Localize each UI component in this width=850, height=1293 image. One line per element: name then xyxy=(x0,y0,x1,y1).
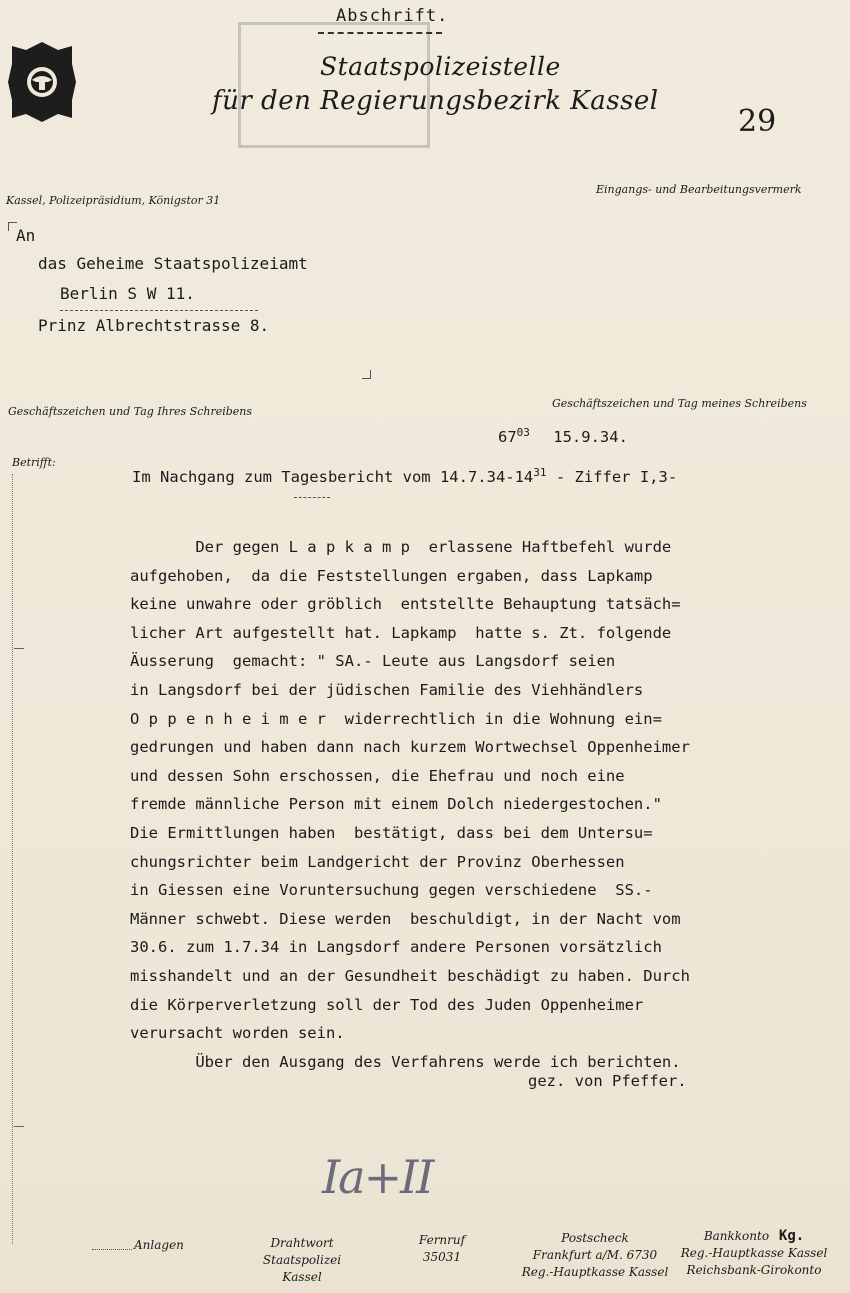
recipient-line-2: Berlin S W 11. xyxy=(60,284,195,303)
my-reference-value xyxy=(498,426,628,446)
body-line: Über den Ausgang des Verfahrens werde ich berichten. xyxy=(130,1052,681,1071)
footer-phone-label: Fernruf xyxy=(418,1233,466,1247)
margin-dotted-line xyxy=(12,474,13,1244)
footer-postal-cheque-value-2: Reg.-Hauptkasse Kassel xyxy=(521,1265,669,1279)
footer-bank-value-2: Reichsbank-Girokonto xyxy=(686,1263,822,1277)
letter-body xyxy=(130,533,690,1076)
body-line: in Giessen eine Voruntersuchung gegen verschiedene SS.- xyxy=(130,881,653,900)
sender-address: Kassel, Polizeipräsidium, Königstor 31 xyxy=(6,194,221,207)
body-line: 30.6. zum 1.7.34 in Langsdorf andere Personen vorsätzlich xyxy=(130,938,662,957)
body-line: in Langsdorf bei der jüdischen Familie des Viehhändlers xyxy=(130,680,644,699)
body-line: chungsrichter beim Landgericht der Provinz Oberhessen xyxy=(130,852,625,871)
attachments-dotted-line xyxy=(92,1249,132,1250)
footer-bank xyxy=(674,1228,834,1279)
subject-line xyxy=(132,466,677,486)
faint-stamp-box xyxy=(238,22,430,148)
pencil-annotation: Ia+II xyxy=(322,1150,433,1204)
body-line: Männer schwebt. Diese werden beschuldigt, in der Nacht vom xyxy=(130,909,681,928)
recipient-line-1: das Geheime Staatspolizeiamt xyxy=(38,254,308,273)
footer-bank-stamp: Kg. xyxy=(778,1228,805,1244)
body-line: aufgehoben, da die Feststellungen ergaben, dass Lapkamp xyxy=(130,566,653,585)
emblem-logo-icon xyxy=(6,40,78,124)
reference-date: 15.9.34. xyxy=(553,428,628,447)
copy-mark: Abschrift. xyxy=(336,6,449,26)
signature: gez. von Pfeffer. xyxy=(528,1072,687,1090)
body-line: Äusserung gemacht: " SA.- Leute aus Langsdorf seien xyxy=(130,652,616,671)
reference-number: 67 xyxy=(498,428,517,447)
body-line: Die Ermittlungen haben bestätigt, dass bei dem Untersu= xyxy=(130,823,653,842)
footer-phone xyxy=(410,1232,474,1266)
body-line: Der gegen L a p k a m p erlassene Haftbefehl wurde xyxy=(130,538,672,556)
body-line: verursacht worden sein. xyxy=(130,1024,345,1043)
footer-bank-value-1: Reg.-Hauptkasse Kassel xyxy=(680,1246,828,1260)
copy-mark-underline xyxy=(318,32,442,34)
footer-attachments: Anlagen xyxy=(134,1238,184,1252)
reference-number-superscript: 03 xyxy=(516,426,530,439)
body-line: misshandelt und an der Gesundheit beschädigt zu haben. Durch xyxy=(130,966,690,985)
subject-label: Betrifft: xyxy=(12,456,56,469)
recipient-underline xyxy=(60,310,258,311)
body-line: und dessen Sohn erschossen, die Ehefrau und noch eine xyxy=(130,766,625,785)
receipt-note-label: Eingangs- und Bearbeitungsvermerk xyxy=(596,183,802,196)
subject-suffix: - Ziffer I,3- xyxy=(546,468,678,487)
subject-time-superscript: 31 xyxy=(533,466,547,479)
footer-telegram-value-1: Staatspolizei xyxy=(262,1253,342,1267)
letterhead-subtitle: für den Regierungsbezirk Kassel xyxy=(212,86,659,116)
letterhead-title: Staatspolizeistelle xyxy=(320,52,561,81)
subject-text: Im Nachgang zum Tagesbericht vom 14.7.34-14 xyxy=(132,468,534,487)
recipient-prefix: An xyxy=(16,226,36,245)
body-line: keine unwahre oder gröblich entstellte Behauptung tatsäch= xyxy=(130,595,681,614)
address-corner-bottom-right xyxy=(362,370,371,379)
page-number: 29 xyxy=(738,104,777,139)
margin-tick xyxy=(14,648,24,649)
subject-underline xyxy=(294,497,330,498)
footer-bank-label: Bankkonto xyxy=(703,1229,770,1243)
body-line: die Körperverletzung soll der Tod des Juden Oppenheimer xyxy=(130,995,644,1014)
footer-postal-cheque-value-1: Frankfurt a/M. 6730 xyxy=(532,1248,658,1262)
recipient-line-3: Prinz Albrechtstrasse 8. xyxy=(38,316,270,335)
body-line: O p p e n h e i m e r widerrechtlich in die Wohnung ein= xyxy=(130,709,662,728)
your-reference-label: Geschäftszeichen und Tag Ihres Schreibens xyxy=(8,405,253,418)
footer-postal-cheque xyxy=(516,1230,674,1281)
my-reference-label: Geschäftszeichen und Tag meines Schreibens xyxy=(552,397,807,410)
footer-telegram-label: Drahtwort xyxy=(270,1236,334,1250)
body-line: fremde männliche Person mit einem Dolch niedergestochen." xyxy=(130,795,662,814)
margin-tick xyxy=(14,1126,24,1127)
footer-bank-label-row xyxy=(674,1228,834,1245)
body-line: gedrungen und haben dann nach kurzem Wortwechsel Oppenheimer xyxy=(130,738,690,757)
footer-postal-cheque-label: Postscheck xyxy=(561,1231,629,1245)
body-line: licher Art aufgestellt hat. Lapkamp hatte s. Zt. folgende xyxy=(130,623,672,642)
footer-phone-number: 35031 xyxy=(422,1250,462,1264)
footer-telegram xyxy=(262,1235,342,1286)
footer-telegram-value-2: Kassel xyxy=(282,1270,322,1284)
